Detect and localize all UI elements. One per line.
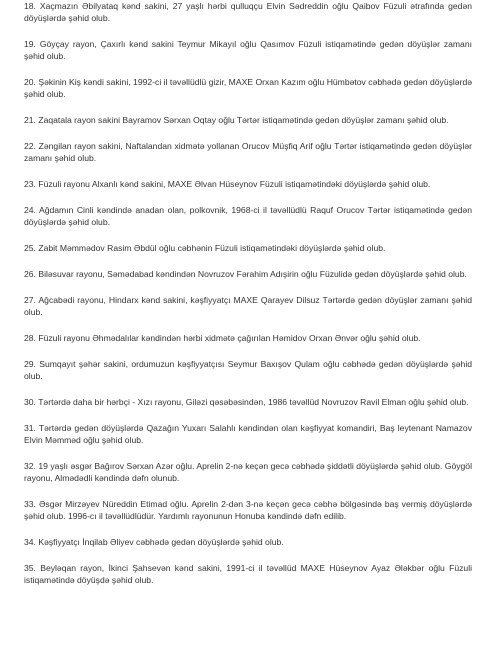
list-item xyxy=(24,460,472,484)
item-number: 30. xyxy=(24,397,36,407)
list-item xyxy=(24,242,472,254)
item-text: Ağcabədi rayonu, Hindarx kənd sakini, kəşfiyyatçı MAXE Qarayev Dilsuz Tərtərdə gedən döyüşlər zamanı şəhid olub. xyxy=(24,295,472,317)
list-item xyxy=(24,38,472,62)
item-number: 27. xyxy=(24,295,36,305)
list-item xyxy=(24,178,472,190)
list-item xyxy=(24,140,472,164)
item-text: Ağdamın Cinli kəndində anadan olan, polkovnik, 1968-ci il təvəllüdlü Raquf Orucov Tərtər istiqamətində gedən döyüşlərdə şəhid olub. xyxy=(24,205,472,227)
item-text: 19 yaşlı əsgər Bağırov Sərxan Azər oğlu. Aprelin 2-nə keçən gecə cəbhədə şiddətli döyüşlərdə şəhid olub. Göygöl rayonu, Almədədli kəndində dəfn olunub. xyxy=(24,461,472,483)
item-text: Biləsuvar rayonu, Səmədabad kəndindən Novruzov Fərahim Adışirin oğlu Füzulidə gedən döyüşlərdə şəhid olub. xyxy=(38,269,467,279)
item-number: 23. xyxy=(24,179,36,189)
list-item xyxy=(24,498,472,522)
item-number: 32. xyxy=(24,461,36,471)
list-item xyxy=(24,114,472,126)
item-number: 24. xyxy=(24,205,36,215)
item-text: Füzuli rayonu Əhmədalılar kəndindən hərbi xidmətə çağırılan Həmidov Orxan Ənvər oğlu şəhid olub. xyxy=(38,333,421,343)
item-number: 25. xyxy=(24,243,36,253)
item-number: 28. xyxy=(24,333,36,343)
item-number: 22. xyxy=(24,141,36,151)
document-body xyxy=(24,0,472,600)
list-item xyxy=(24,422,472,446)
item-number: 19. xyxy=(24,39,36,49)
item-number: 26. xyxy=(24,269,36,279)
item-text: Beyləqan rayon, İkinci Şahsevən kənd sakini, 1991-ci il təvəllüd MAXE Hüseynov Ayaz Ələkbər oğlu Füzuli istiqamətində döyüşdə şəhid olub. xyxy=(24,563,473,585)
item-number: 31. xyxy=(24,423,36,433)
item-text: Tərtərdə gedən döyüşlərdə Qazağın Yuxarı Salahlı kəndindən olan kəşfiyyat komandiri, Baş leytenant Namazov Elvin Məmməd oğlu şəhid olub. xyxy=(24,423,472,445)
list-item xyxy=(24,204,472,228)
list-item xyxy=(24,0,472,24)
item-text: Xaçmazın Əbilyataq kənd sakini, 27 yaşlı hərbi qulluqçu Elvin Sədreddin oğlu Qaibov Füzuli ətrafında gedən döyüşlərdə şəhid olub. xyxy=(24,1,472,23)
list-item xyxy=(24,562,472,586)
item-number: 21. xyxy=(24,115,36,125)
item-number: 29. xyxy=(24,359,36,369)
list-item xyxy=(24,536,472,548)
item-text: Zabit Məmmədov Rasim Əbdül oğlu cəbhənin Füzuli istiqamətindəki döyüşlərdə şəhid olub. xyxy=(38,243,386,253)
item-text: Zəngilan rayon sakini, Naftalandan xidmətə yollanan Orucov Müşfiq Arif oğlu Tərtər istiqamətində gedən döyüşlər zamanı şəhid olub. xyxy=(24,141,473,163)
item-number: 20. xyxy=(24,77,36,87)
list-item xyxy=(24,396,472,408)
item-number: 33. xyxy=(24,499,36,509)
list-item xyxy=(24,332,472,344)
item-text: Əsgər Mirzəyev Nüreddin Etimad oğlu. Aprelin 2-dən 3-nə keçən gecə cəbhə bölgəsində baş vermiş döyüşlərdə şəhid olub. 1996-cı il təvəllüdlüdür. Yardımlı rayonunun Honuba kəndində dəfn edilib. xyxy=(24,499,472,521)
item-text: Şəkinin Kiş kəndi sakini, 1992-ci il təvəllüdlü gizir, MAXE Orxan Kazım oğlu Hümbətov cəbhədə gedən döyüşlərdə şəhid olub. xyxy=(24,77,473,99)
item-text: Sumqayıt şəhər sakini, ordumuzun kəşfiyyatçısı Seymur Baxışov Qulam oğlu cəbhədə gedən döyüşlərdə şəhid olub. xyxy=(24,359,473,381)
list-item xyxy=(24,358,472,382)
item-text: Füzuli rayonu Alxanlı kənd sakini, MAXE Əlvan Hüseynov Füzuli istiqamətindəki döyüşlərdə şəhid olub. xyxy=(38,179,431,189)
list-item xyxy=(24,76,472,100)
item-number: 35. xyxy=(24,563,36,573)
item-text: Göyçay rayon, Çaxırlı kənd sakini Teymur Mikayıl oğlu Qasımov Füzuli istiqamətində gedən döyüşlər zamanı şəhid olub. xyxy=(24,39,473,61)
item-number: 18. xyxy=(24,1,36,11)
item-number: 34. xyxy=(24,537,36,547)
list-item xyxy=(24,268,472,280)
item-text: Tərtərdə daha bir hərbçi - Xızı rayonu, Giləzi qəsəbəsindən, 1986 təvəllüd Novruzov Ravil Elman oğlu şəhid olub. xyxy=(38,397,469,407)
item-text: Zaqatala rayon sakini Bayramov Sərxan Oqtay oğlu Tərtər istiqamətində gedən döyüşlər zamanı şəhid olub. xyxy=(38,115,449,125)
item-text: Kəşfiyyatçı İnqilab Əliyev cəbhədə gedən döyüşlərdə şəhid olub. xyxy=(38,537,284,547)
list-item xyxy=(24,294,472,318)
